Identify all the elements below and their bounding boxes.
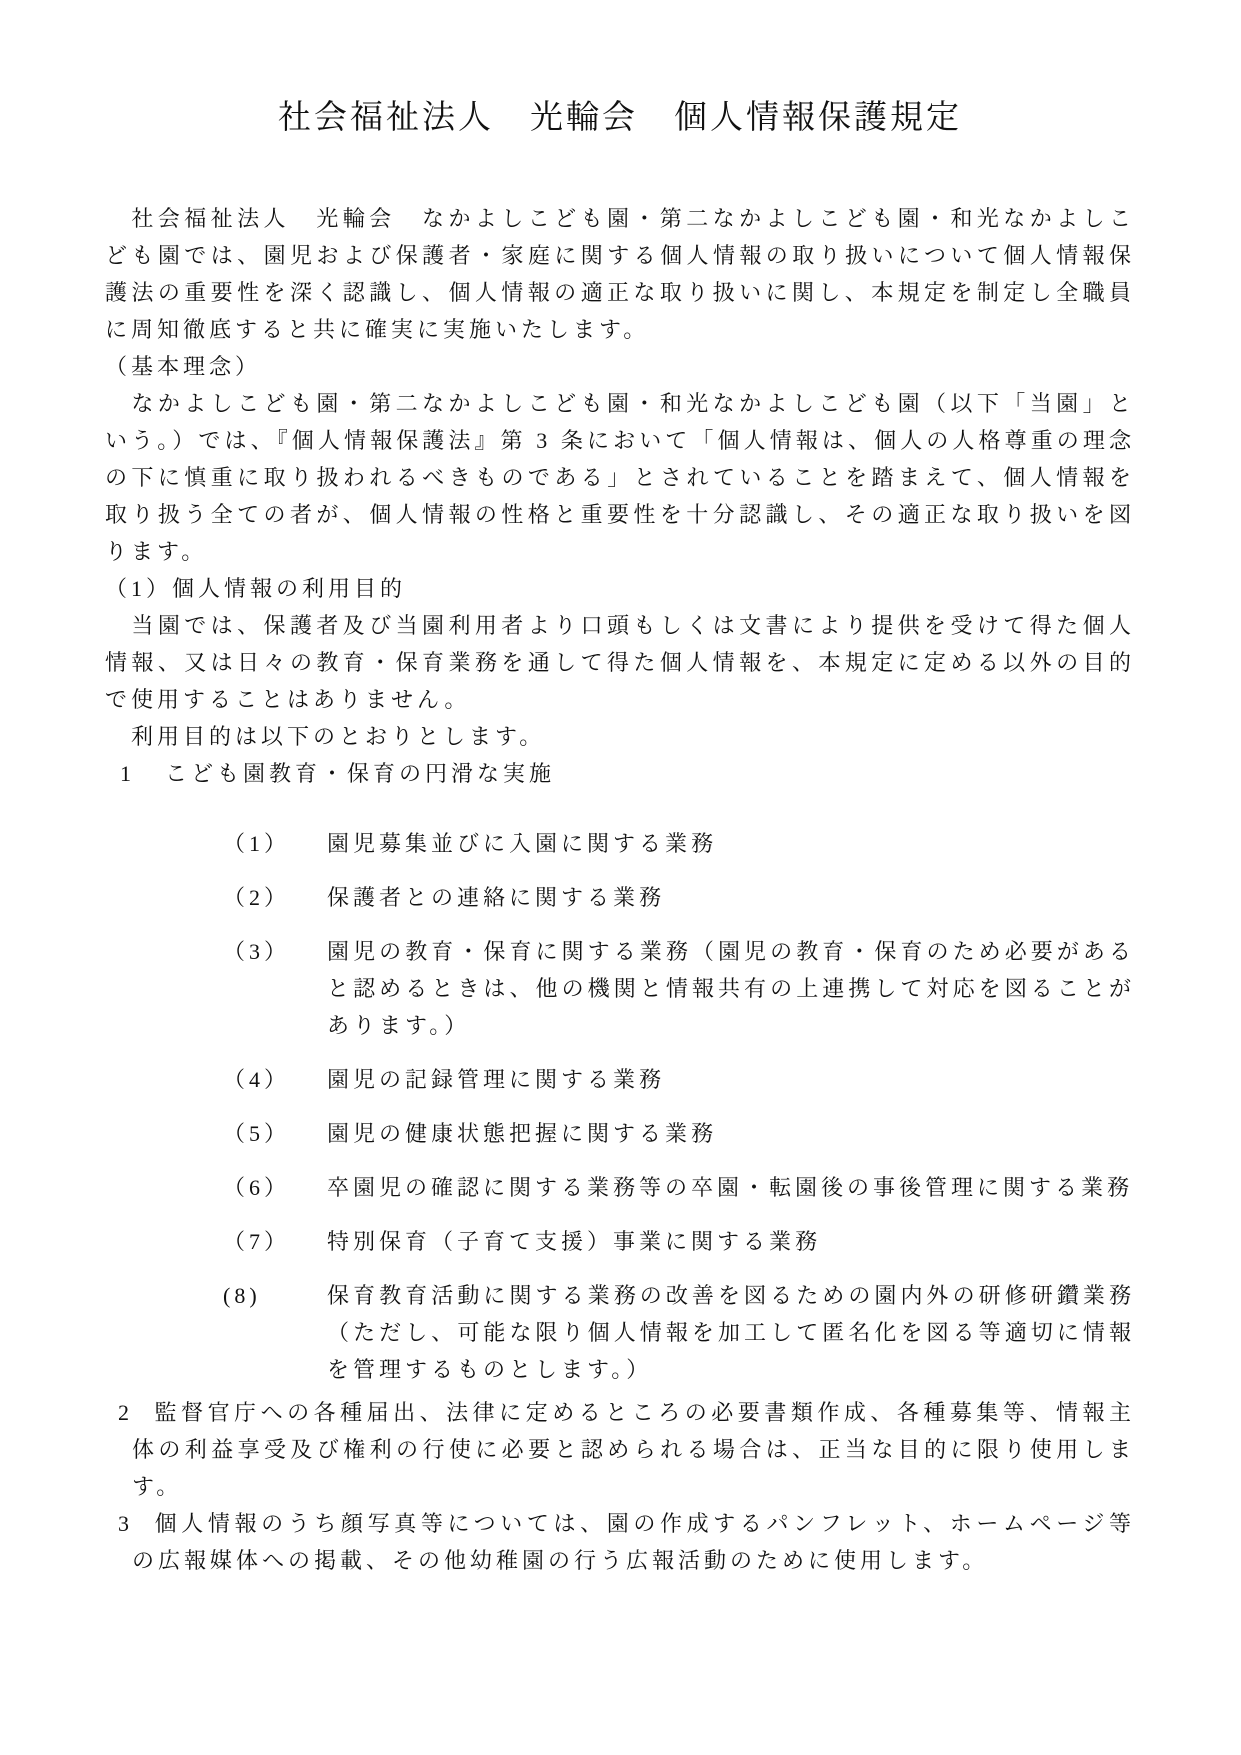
purpose-item-2 <box>105 1394 1135 1505</box>
item-number: 2 <box>118 1400 133 1425</box>
subitem-text: 園児の健康状態把握に関する業務 <box>327 1121 718 1146</box>
subitem-number: （3） <box>223 939 291 964</box>
purpose-item-1 <box>105 755 1135 792</box>
usage-purpose-paragraph: 当園では、保護者及び当園利用者より口頭もしくは文書により提供を受けて得た個人情報、又は日々の教育・保育業務を通して得た個人情報を、本規定に定める以外の目的で使用することはありません。 <box>105 613 1135 712</box>
subitem-text: 園児募集並びに入園に関する業務 <box>327 831 718 856</box>
subitem-text: 特別保育（子育て支援）事業に関する業務 <box>327 1229 822 1254</box>
subitem-number: （5） <box>223 1121 291 1146</box>
item-number: 3 <box>118 1511 133 1536</box>
purpose-item-3 <box>105 1505 1135 1579</box>
purpose-sub-list <box>105 825 1135 1388</box>
purpose-items-2-3 <box>105 1394 1135 1579</box>
item-number: 1 <box>120 761 135 786</box>
item-text: 監督官庁への各種届出、法律に定めるところの必要書類作成、各種募集等、情報主体の利益享受及び権利の行使に必要と認められる場合は、正当な目的に限り使用します。 <box>132 1400 1135 1499</box>
section-heading-basic-principles: （基本理念） <box>105 354 262 379</box>
subitem-text: 園児の教育・保育に関する業務（園児の教育・保育のため必要があると認めるときは、他の機関と情報共有の上連携して対応を図ることがあります。） <box>327 939 1135 1038</box>
purpose-subitem-6 <box>105 1169 1135 1206</box>
subitem-number: （2） <box>223 885 291 910</box>
subitem-text: 園児の記録管理に関する業務 <box>327 1067 666 1092</box>
section-heading-usage-purpose: （1）個人情報の利用目的 <box>105 576 407 601</box>
subitem-number: （6） <box>223 1175 291 1200</box>
subitem-number: (8) <box>223 1283 261 1308</box>
subitem-number: （4） <box>223 1067 291 1092</box>
purpose-subitem-7 <box>105 1223 1135 1260</box>
subitem-number: （1） <box>223 831 291 856</box>
intro-paragraph: 社会福祉法人 光輪会 なかよしこども園・第二なかよしこども園・和光なかよしこども園では、園児および保護者・家庭に関する個人情報の取り扱いについて個人情報保護法の重要性を深く認識し、個人情報の適正な取り扱いに関し、本規定を制定し全職員に周知徹底すると共に確実に実施いたします。 <box>105 206 1135 342</box>
subitem-text: 保護者との連絡に関する業務 <box>327 885 666 910</box>
subitem-number: （7） <box>223 1229 291 1254</box>
purpose-subitem-3 <box>105 933 1135 1044</box>
document-title: 社会福祉法人 光輪会 個人情報保護規定 <box>278 100 962 136</box>
subitem-text: 卒園児の確認に関する業務等の卒園・転園後の事後管理に関する業務 <box>327 1175 1134 1200</box>
purpose-subitem-1 <box>105 825 1135 862</box>
purpose-subitem-8 <box>105 1277 1135 1388</box>
usage-purpose-note: 利用目的は以下のとおりとします。 <box>105 724 546 749</box>
subitem-text: 保育教育活動に関する業務の改善を図るための園内外の研修研鑽業務（ただし、可能な限り個人情報を加工して匿名化を図る等適切に情報を管理するものとします。） <box>327 1283 1135 1382</box>
item-text: こども園教育・保育の円滑な実施 <box>165 761 556 786</box>
basic-principles-paragraph: なかよしこども園・第二なかよしこども園・和光なかよしこども園（以下「当園」という。）では、『個人情報保護法』第 3 条において「個人情報は、個人の人格尊重の理念の下に慎重に取り扱われるべきものである」とされていることを踏まえて、個人情報を取り扱う全ての者が、個人情報の性格と重要性を十分認識し、その適正な取り扱いを図ります。 <box>105 391 1135 564</box>
purpose-subitem-4 <box>105 1061 1135 1098</box>
purpose-subitem-2 <box>105 879 1135 916</box>
item-text: 個人情報のうち顔写真等については、園の作成するパンフレット、ホームページ等の広報媒体への掲載、その他幼稚園の行う広報活動のために使用します。 <box>132 1511 1135 1573</box>
purpose-subitem-5 <box>105 1115 1135 1152</box>
